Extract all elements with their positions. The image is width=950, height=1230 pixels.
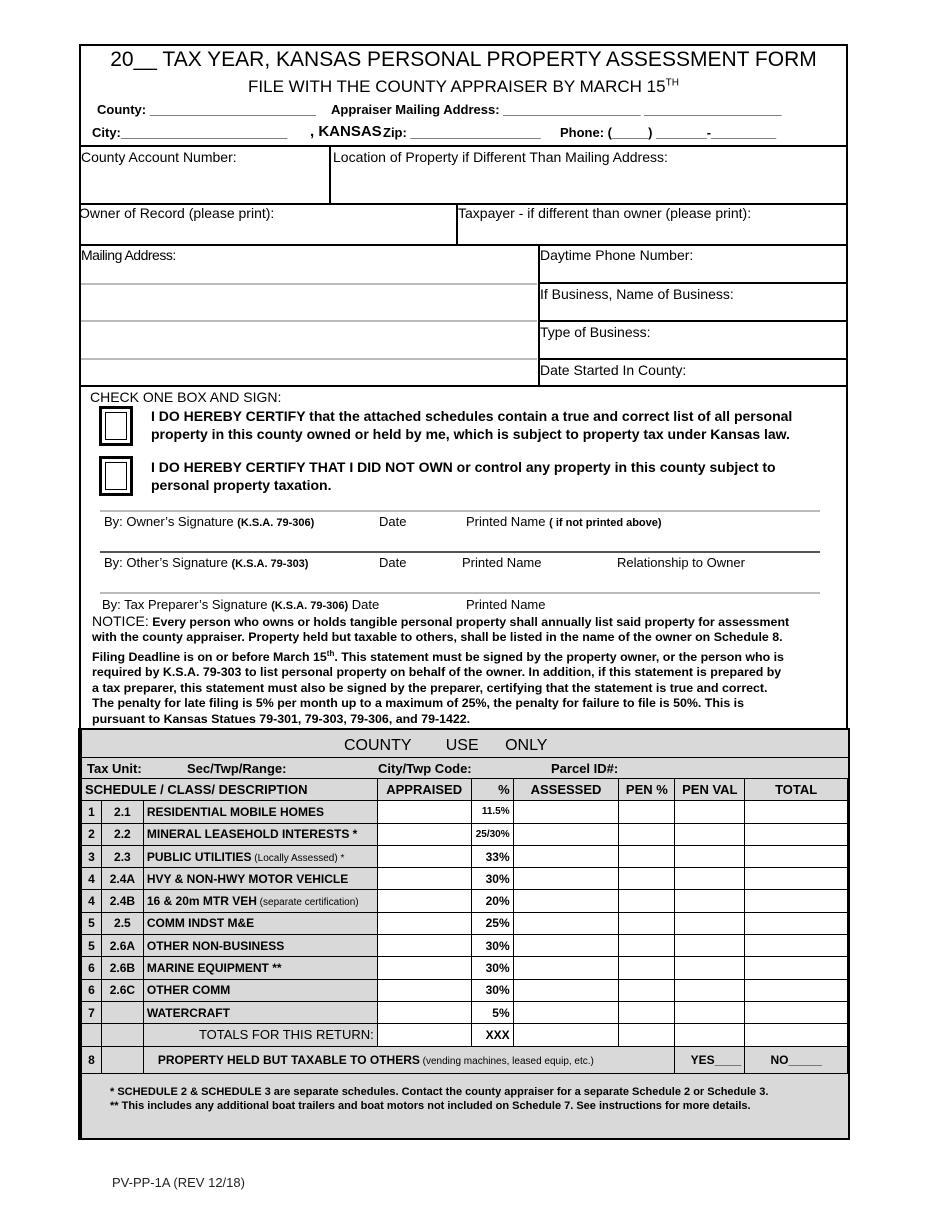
footnote-2: ** This includes any additional boat trailers and boat motors not included on Schedule 7. See instructions for more details.: [110, 1100, 751, 1112]
totals-label: TOTALS FOR THIS RETURN:: [143, 1024, 377, 1046]
other-signature-label: [104, 555, 308, 570]
blank-cell: [82, 1024, 102, 1046]
percent-cell: 30%: [471, 868, 513, 890]
no-option[interactable]: NO_____: [745, 1046, 848, 1073]
col-header-pen-val: PEN VAL: [675, 779, 745, 801]
col-header-total: TOTAL: [745, 779, 848, 801]
mailing-line: [81, 283, 537, 285]
notice-line: required by K.S.A. 79-303 to list personal property on behalf of the owner. In addition, if this statement is prepared by: [92, 665, 782, 680]
signature-line: [100, 510, 820, 512]
form-subtitle: [79, 77, 848, 97]
totals-appraised-cell[interactable]: [377, 1024, 471, 1046]
signature-line: [100, 592, 820, 594]
check-heading: CHECK ONE BOX AND SIGN:: [90, 389, 282, 405]
row-class: 2.4A: [101, 868, 143, 890]
row-number: 3: [82, 845, 102, 867]
printed-name-text: Printed Name: [466, 514, 546, 529]
row-description: [143, 890, 377, 912]
daytime-phone-field[interactable]: Daytime Phone Number:: [540, 247, 694, 263]
description-text: 16 & 20m MTR VEH: [146, 894, 257, 909]
appraiser-address-field[interactable]: Appraiser Mailing Address: ___________________ ___________________: [331, 102, 782, 117]
mailing-line: [81, 358, 537, 360]
certify-own-line2: property in this county owned or held by me, which is subject to property tax under Kansas law.: [151, 426, 790, 442]
appraised-cell[interactable]: [377, 868, 471, 890]
zip-field[interactable]: Zip: __________________: [383, 125, 541, 140]
percent-cell: 30%: [471, 935, 513, 957]
row-class: 2.4B: [101, 890, 143, 912]
assessed-cell[interactable]: [513, 979, 619, 1001]
percent-cell: 30%: [471, 957, 513, 979]
other-ksa: (K.S.A. 79-303): [231, 558, 309, 570]
other-printed-name-label: Printed Name: [462, 555, 542, 570]
pen-val-cell[interactable]: [675, 845, 745, 867]
pen-val-cell[interactable]: [675, 1001, 745, 1023]
notice-line: with the county appraiser. Property held but taxable to others, shall be listed in the name of the owner on Schedule 8.: [92, 630, 783, 645]
preparer-sig-text: By: Tax Preparer’s Signature: [102, 597, 268, 612]
row-8: [82, 1046, 848, 1073]
row-number: 6: [82, 979, 102, 1001]
totals-row: [82, 1024, 848, 1046]
appraised-cell[interactable]: [377, 957, 471, 979]
row-description: [143, 912, 377, 934]
percent-cell: 25/30%: [471, 823, 513, 845]
blank-cell: [101, 1046, 143, 1073]
tax-unit-label: Tax Unit:: [87, 761, 142, 776]
row-description: [143, 845, 377, 867]
certify-own-checkbox[interactable]: [99, 406, 133, 446]
notice-text: . This statement must be signed by the property owner, or the person who is: [334, 649, 784, 664]
mailing-line: [81, 320, 537, 322]
business-type-field[interactable]: Type of Business:: [540, 324, 651, 340]
divider: [538, 282, 848, 284]
description-text: OTHER NON-BUSINESS: [146, 938, 285, 953]
divider: [329, 145, 331, 203]
percent-cell: 25%: [471, 912, 513, 934]
description-text: COMM INDST M&E: [146, 916, 255, 931]
row-description: [143, 979, 377, 1001]
row-number: 2: [82, 823, 102, 845]
pen-val-cell[interactable]: [675, 801, 745, 823]
pen-pct-cell[interactable]: [619, 935, 675, 957]
description-note: (separate certification): [256, 897, 359, 909]
row-class: 2.1: [101, 801, 143, 823]
total-cell[interactable]: [745, 801, 848, 823]
certify-not-own-line1: I DO HEREBY CERTIFY THAT I DID NOT OWN or control any property in this county subject to: [151, 459, 776, 475]
table-row: [82, 890, 848, 912]
divider: [79, 385, 848, 387]
row-number: 4: [82, 868, 102, 890]
table-row: [82, 957, 848, 979]
appraised-cell[interactable]: [377, 823, 471, 845]
pen-pct-cell[interactable]: [619, 801, 675, 823]
total-cell[interactable]: [745, 845, 848, 867]
pen-val-cell[interactable]: [675, 935, 745, 957]
row-description: [143, 1001, 377, 1023]
table-row: [82, 1001, 848, 1023]
assessed-cell[interactable]: [513, 868, 619, 890]
subtitle-sup: TH: [665, 77, 679, 89]
city-field[interactable]: City:_______________________: [92, 125, 288, 140]
pen-val-cell[interactable]: [675, 912, 745, 934]
pen-pct-cell[interactable]: [619, 868, 675, 890]
preparer-ksa: (K.S.A. 79-306): [271, 600, 349, 612]
table-row: [82, 868, 848, 890]
total-cell[interactable]: [745, 935, 848, 957]
description-text: HVY & NON-HWY MOTOR VEHICLE: [146, 871, 349, 886]
notice-line: pursuant to Kansas Statues 79-301, 79-303, 79-306, and 79-1422.: [92, 711, 471, 726]
row-class: 2.2: [101, 823, 143, 845]
row-8-text: PROPERTY HELD BUT TAXABLE TO OTHERS: [157, 1052, 420, 1067]
row-number: 6: [82, 957, 102, 979]
assessed-cell[interactable]: [513, 890, 619, 912]
other-sig-text: By: Other’s Signature: [104, 555, 228, 570]
notice-line: [92, 614, 837, 630]
row-8-note: (vending machines, leased equip, etc.): [419, 1055, 594, 1067]
assessed-cell[interactable]: [513, 1001, 619, 1023]
pen-val-cell[interactable]: [675, 957, 745, 979]
row-number: 4: [82, 890, 102, 912]
totals-assessed-cell[interactable]: [513, 1024, 619, 1046]
use-word: USE: [445, 737, 479, 754]
only-word: ONLY: [505, 737, 548, 754]
notice-line: The penalty for late filing is 5% per month up to a maximum of 25%, the penalty for failure to file is 50%. This is: [92, 696, 745, 711]
owner-printed-name-label: [466, 514, 662, 529]
percent-cell: 33%: [471, 845, 513, 867]
table-row: [82, 979, 848, 1001]
assessed-cell[interactable]: [513, 957, 619, 979]
pen-pct-cell[interactable]: [619, 823, 675, 845]
notice-line: [92, 646, 837, 666]
assessed-cell[interactable]: [513, 935, 619, 957]
total-cell[interactable]: [745, 890, 848, 912]
owner-field[interactable]: Owner of Record (please print):: [79, 205, 275, 221]
row-class: 2.3: [101, 845, 143, 867]
certify-not-own-line2: personal property taxation.: [151, 477, 332, 493]
notice-label: NOTICE:: [92, 613, 149, 629]
printed-name-note: ( if not printed above): [549, 517, 662, 529]
row-number: 8: [82, 1046, 102, 1073]
row-class: [101, 1001, 143, 1023]
signature-line: [100, 551, 820, 553]
assessed-cell[interactable]: [513, 801, 619, 823]
percent-cell: 5%: [471, 1001, 513, 1023]
divider: [538, 358, 848, 360]
county-account-field[interactable]: County Account Number:: [81, 149, 237, 165]
col-header-schedule: SCHEDULE / CLASS/ DESCRIPTION: [82, 779, 378, 801]
sec-twp-label: Sec/Twp/Range:: [187, 761, 287, 776]
total-cell[interactable]: [745, 912, 848, 934]
divider: [79, 244, 848, 246]
pen-pct-cell[interactable]: [619, 912, 675, 934]
appraised-cell[interactable]: [377, 935, 471, 957]
row-class: 2.6A: [101, 935, 143, 957]
row-description: [143, 957, 377, 979]
appraised-cell[interactable]: [377, 1001, 471, 1023]
relationship-label: Relationship to Owner: [617, 555, 745, 570]
table-row: [82, 801, 848, 823]
subtitle-text: FILE WITH THE COUNTY APPRAISER BY MARCH 15: [248, 77, 666, 96]
notice-sup: th: [326, 648, 335, 658]
table-row: [82, 935, 848, 957]
table-header-row: [82, 779, 848, 801]
location-field[interactable]: Location of Property if Different Than Mailing Address:: [333, 149, 668, 165]
form-id: PV-PP-1A (REV 12/18): [112, 1175, 245, 1190]
totals-percent-cell: XXX: [471, 1024, 513, 1046]
pen-val-cell[interactable]: [675, 979, 745, 1001]
pen-pct-cell[interactable]: [619, 845, 675, 867]
notice-line: a tax preparer, this statement must also be signed by the preparer, certifying that the statement is true and correct.: [92, 680, 768, 695]
kansas-label: , KANSAS: [310, 123, 382, 140]
notice-block: [92, 614, 837, 727]
description-text: MINERAL LEASEHOLD INTERESTS *: [146, 827, 358, 842]
county-use-title: [344, 737, 547, 755]
appraised-cell[interactable]: [377, 890, 471, 912]
divider: [79, 145, 848, 147]
owner-sig-text: By: Owner’s Signature: [104, 514, 234, 529]
phone-field[interactable]: Phone: (_____) _______-_________: [560, 125, 777, 140]
row-description: [143, 868, 377, 890]
owner-ksa: (K.S.A. 79-306): [237, 517, 315, 529]
percent-cell: 11.5%: [471, 801, 513, 823]
total-cell[interactable]: [745, 868, 848, 890]
description-text: MARINE EQUIPMENT **: [146, 961, 282, 976]
table-row: [82, 845, 848, 867]
county-field[interactable]: County: _______________________: [97, 102, 317, 117]
pen-val-cell[interactable]: [675, 890, 745, 912]
divider: [81, 757, 848, 758]
taxpayer-field[interactable]: Taxpayer - if different than owner (please print):: [458, 205, 752, 221]
preparer-signature-label: [102, 597, 379, 612]
row-class: 2.5: [101, 912, 143, 934]
footnotes: [110, 1085, 768, 1113]
business-name-field[interactable]: If Business, Name of Business:: [540, 286, 734, 302]
total-cell[interactable]: [745, 1001, 848, 1023]
row-8-description: [143, 1046, 674, 1073]
totals-total-cell[interactable]: [745, 1024, 848, 1046]
preparer-date-text: Date: [351, 597, 380, 612]
row-number: 5: [82, 935, 102, 957]
owner-date-label: Date: [379, 514, 407, 529]
county-word: COUNTY: [344, 737, 412, 754]
col-header-assessed: ASSESSED: [513, 779, 619, 801]
table-row: [82, 823, 848, 845]
appraised-cell[interactable]: [377, 912, 471, 934]
pen-pct-cell[interactable]: [619, 1001, 675, 1023]
footnote-1: * SCHEDULE 2 & SCHEDULE 3 are separate schedules. Contact the county appraiser for a separate Schedule 2 or Schedule 3.: [110, 1086, 769, 1098]
description-note: (Locally Assessed) *: [251, 852, 345, 864]
assessed-cell[interactable]: [513, 845, 619, 867]
description-text: OTHER COMM: [146, 983, 231, 998]
form-title: 20__ TAX YEAR, KANSAS PERSONAL PROPERTY ASSESSMENT FORM: [110, 48, 817, 71]
divider: [538, 320, 848, 322]
description-text: RESIDENTIAL MOBILE HOMES: [146, 804, 324, 819]
percent-cell: 20%: [471, 890, 513, 912]
date-started-field[interactable]: Date Started In County:: [540, 362, 687, 378]
yes-option[interactable]: YES____: [675, 1046, 745, 1073]
row-number: 1: [82, 801, 102, 823]
mailing-address-field[interactable]: Mailing Address:: [81, 247, 176, 263]
row-description: [143, 935, 377, 957]
total-cell[interactable]: [745, 979, 848, 1001]
other-date-label: Date: [379, 555, 407, 570]
col-header-appraised: APPRAISED: [377, 779, 471, 801]
appraised-cell[interactable]: [377, 801, 471, 823]
description-text: WATERCRAFT: [146, 1005, 230, 1020]
city-twp-label: City/Twp Code:: [378, 761, 472, 776]
table-row: [82, 912, 848, 934]
pen-pct-cell[interactable]: [619, 890, 675, 912]
row-description: [143, 823, 377, 845]
pen-val-cell[interactable]: [675, 868, 745, 890]
appraised-cell[interactable]: [377, 979, 471, 1001]
preparer-printed-name-label: Printed Name: [466, 597, 546, 612]
total-cell[interactable]: [745, 957, 848, 979]
parcel-label: Parcel ID#:: [551, 761, 619, 776]
pen-pct-cell[interactable]: [619, 957, 675, 979]
row-class: 2.6B: [101, 957, 143, 979]
total-cell[interactable]: [745, 823, 848, 845]
assessed-cell[interactable]: [513, 912, 619, 934]
row-class: 2.6C: [101, 979, 143, 1001]
notice-text: Filing Deadline is on or before March 15: [92, 649, 327, 664]
col-header-pen-pct: PEN %: [619, 779, 675, 801]
percent-cell: 30%: [471, 979, 513, 1001]
row-description: [143, 801, 377, 823]
certify-not-own-checkbox[interactable]: [99, 456, 133, 496]
totals-pen-pct-cell[interactable]: [619, 1024, 675, 1046]
row-number: 5: [82, 912, 102, 934]
appraised-cell[interactable]: [377, 845, 471, 867]
certify-own-line1: I DO HEREBY CERTIFY that the attached schedules contain a true and correct list of all personal: [151, 408, 793, 424]
totals-pen-val-cell[interactable]: [675, 1024, 745, 1046]
assessed-cell[interactable]: [513, 823, 619, 845]
row-number: 7: [82, 1001, 102, 1023]
pen-val-cell[interactable]: [675, 823, 745, 845]
blank-cell: [101, 1024, 143, 1046]
col-header-percent: %: [471, 779, 513, 801]
pen-pct-cell[interactable]: [619, 979, 675, 1001]
schedule-table: [81, 778, 848, 1074]
description-text: PUBLIC UTILITIES: [146, 849, 252, 864]
owner-signature-label: [104, 514, 314, 529]
notice-text: Every person who owns or holds tangible personal property shall annually list said property for assessment: [152, 615, 790, 629]
